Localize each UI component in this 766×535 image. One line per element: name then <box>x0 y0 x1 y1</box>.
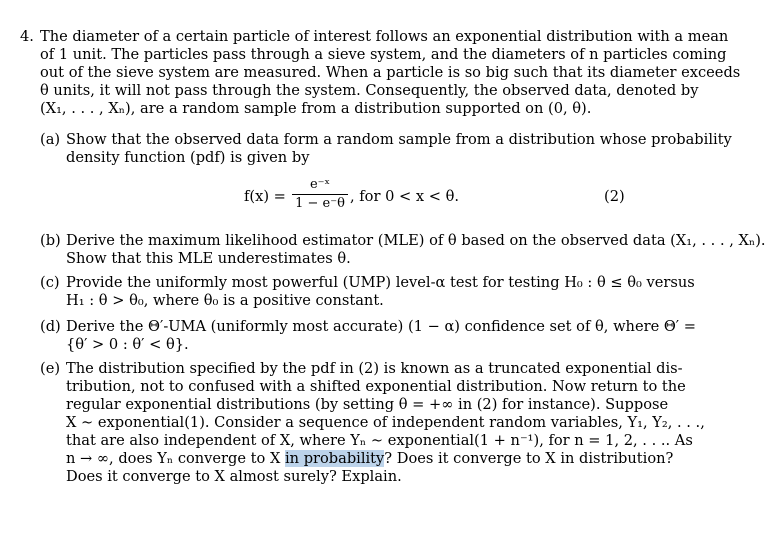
part-b-line-1: Derive the maximum likelihood estimator (MLE) of θ based on the observed data (X₁, . . . , Xₙ). <box>66 232 766 249</box>
formula-fraction <box>292 178 348 211</box>
text-selection-highlight[interactable]: in probability <box>284 450 385 467</box>
part-c-line-2: H₁ : θ > θ₀, where θ₀ is a positive constant. <box>66 292 384 309</box>
part-a-line-1: Show that the observed data form a random sample from a distribution whose probability <box>66 131 732 148</box>
part-c-label: (c) <box>40 274 60 291</box>
equation-number: (2) <box>604 188 625 205</box>
part-b-line-2: Show that this MLE underestimates θ. <box>66 250 351 267</box>
formula-denominator: 1 − e⁻θ <box>295 196 345 211</box>
part-e-line-5: that are also independent of X, where Yₙ ∼ exponential(1 + n⁻¹), for n = 1, 2, . . .. As <box>66 432 693 449</box>
part-a-label: (a) <box>40 131 61 148</box>
part-d-label: (d) <box>40 318 61 335</box>
formula-numerator: e⁻ˣ <box>309 177 331 192</box>
intro-line-1: The diameter of a certain particle of interest follows an exponential distribution with a mean <box>40 28 729 45</box>
part-b-label: (b) <box>40 232 61 249</box>
formula-lhs: f(x) = <box>244 188 286 205</box>
part-d-line-2: {θ′ > 0 : θ′ < θ}. <box>66 336 189 353</box>
part-e-line-6-post: ? Does it converge to X in distribution? <box>384 450 674 467</box>
part-e-line-6 <box>66 450 673 468</box>
intro-line-3: out of the sieve system are measured. When a particle is so big such that its diameter exceeds <box>40 64 741 81</box>
part-e-line-2: tribution, not to confused with a shifted exponential distribution. Now return to the <box>66 378 686 395</box>
part-e-line-4: X ∼ exponential(1). Consider a sequence of independent random variables, Y₁, Y₂, . . ., <box>66 414 705 431</box>
part-e-line-1: The distribution specified by the pdf in (2) is known as a truncated exponential dis- <box>66 360 683 377</box>
part-e-line-3: regular exponential distributions (by setting θ = +∞ in (2) for instance). Suppose <box>66 396 669 413</box>
part-d-line-1: Derive the Θ′-UMA (uniformly most accurate) (1 − α) confidence set of θ, where Θ′ = <box>66 318 696 335</box>
intro-line-2: of 1 unit. The particles pass through a sieve system, and the diameters of n particles coming <box>40 46 727 63</box>
part-e-line-6-pre: n → ∞, does Yₙ converge to X <box>66 450 285 467</box>
part-e-line-7: Does it converge to X almost surely? Explain. <box>66 468 402 485</box>
problem-number: 4. <box>20 28 34 45</box>
intro-line-5: (X₁, . . . , Xₙ), are a random sample from a distribution supported on (0, θ). <box>40 100 592 117</box>
part-c-line-1: Provide the uniformly most powerful (UMP) level-α test for testing H₀ : θ ≤ θ₀ versus <box>66 274 695 291</box>
intro-line-4: θ units, it will not pass through the system. Consequently, the observed data, denoted by <box>40 82 699 99</box>
fraction-bar <box>292 194 348 195</box>
formula-condition: , for 0 < x < θ. <box>350 188 460 205</box>
part-e-label: (e) <box>40 360 61 377</box>
part-a-line-2: density function (pdf) is given by <box>66 149 310 166</box>
